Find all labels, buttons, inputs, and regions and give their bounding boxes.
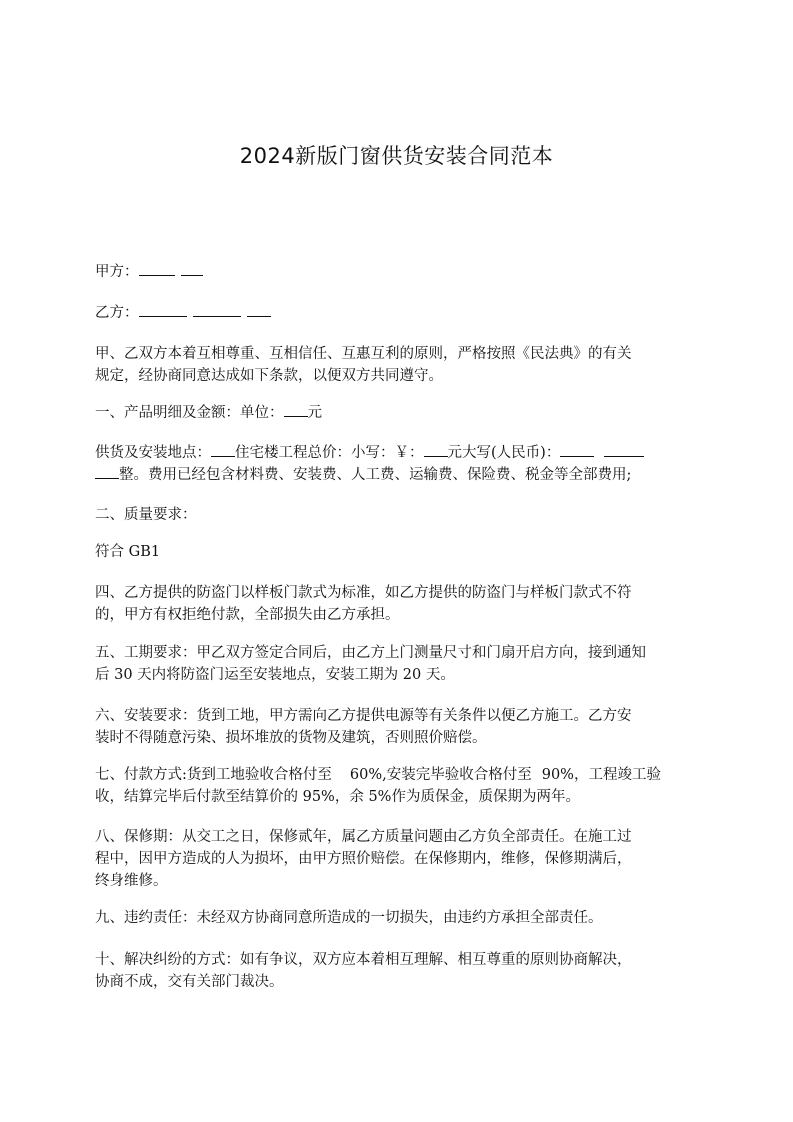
supply-location-label: 供货及安装地点：: [95, 445, 211, 461]
supply-total-label: 住宅楼工程总价：小写：￥：: [235, 445, 424, 461]
party-a-line: [95, 261, 715, 283]
section-5-line-2: 后 30 天内将防盗门运至安装地点，安装工期为 20 天。: [95, 667, 455, 683]
party-b-line: [95, 302, 715, 324]
section-1-heading: [95, 402, 715, 424]
intro-line-2: 规定，经协商同意达成如下条款，以便双方共同遵守。: [95, 368, 443, 384]
document-title: 2024新版门窗供货安装合同范本: [239, 144, 554, 168]
section-1-heading-prefix: 一、产品明细及金额：单位：: [95, 405, 284, 421]
section-7-part-c: 90%，工程竣工验: [541, 767, 661, 783]
section-5-line-1: 五、工期要求：甲乙双方签定合同后，由乙方上门测量尺寸和门扇开启方向，接到通知: [95, 645, 646, 661]
section-7-line-2: 收，结算完毕后付款至结算价的 95%，余 5%作为质保金，质保期为两年。: [95, 789, 580, 805]
amount-words-blank-2: [604, 442, 644, 457]
amount-figures-blank: [424, 442, 448, 457]
unit-blank: [284, 402, 308, 417]
section-2-heading: 二、质量要求：: [95, 507, 197, 523]
section-8-line-2: 程中，因甲方造成的人为损坏，由甲方照价赔偿。在保修期内，维修，保修期满后，: [95, 851, 632, 867]
section-8-line-3: 终身维修。: [95, 873, 168, 889]
section-1-heading-suffix: 元: [307, 405, 322, 421]
party-b-blank-3: [247, 302, 271, 317]
section-10-line-2: 协商不成，交有关部门裁决。: [95, 974, 284, 990]
amount-words-blank-3: [95, 464, 119, 479]
intro-line-1: 甲、乙双方本着互相尊重、互相信任、互惠互利的原则，严格按照《民法典》的有关: [95, 346, 632, 362]
party-a-blank-1: [139, 261, 175, 276]
supply-line-1: [95, 442, 715, 464]
supply-line-2: [95, 464, 715, 486]
quality-standard: 符合 GB1: [95, 544, 161, 560]
section-9-line-1: 九、违约责任：未经双方协商同意所造成的一切损失，由违约方承担全部责任。: [95, 910, 603, 926]
location-blank: [211, 442, 235, 457]
section-6-line-2: 装时不得随意污染、损坏堆放的货物及建筑，否则照价赔偿。: [95, 730, 487, 746]
party-b-label: 乙方：: [95, 305, 139, 321]
section-6-line-1: 六、安装要求：货到工地，甲方需向乙方提供电源等有关条件以便乙方施工。乙方安: [95, 708, 632, 724]
section-4-line-1: 四、乙方提供的防盗门以样板门款式为标准，如乙方提供的防盗门与样板门款式不符: [95, 585, 632, 601]
section-8-line-1: 八、保修期：从交工之日，保修贰年，属乙方质量问题由乙方负全部责任。在施工过: [95, 829, 632, 845]
supply-line-2-text: 整。费用已经包含材料费、安装费、人工费、运输费、保险费、税金等全部费用;: [119, 467, 632, 483]
amount-words-blank-1: [560, 442, 594, 457]
section-7-part-a: 七、付款方式:货到工地验收合格付至: [95, 767, 332, 783]
supply-amount-words-label: 元大写(人民币)：: [447, 445, 561, 461]
party-a-blank-2: [181, 261, 203, 276]
party-b-blank-1: [139, 302, 187, 317]
section-7-part-b: 60%,安装完毕验收合格付至: [349, 767, 532, 783]
section-4-line-2: 的，甲方有权拒绝付款，全部损失由乙方承担。: [95, 607, 400, 623]
party-a-label: 甲方：: [95, 264, 139, 280]
section-10-line-1: 十、解决纠纷的方式：如有争议，双方应本着相互理解、相互尊重的原则协商解决，: [95, 952, 632, 968]
party-b-blank-2: [193, 302, 241, 317]
section-7-line-1: [95, 764, 715, 786]
